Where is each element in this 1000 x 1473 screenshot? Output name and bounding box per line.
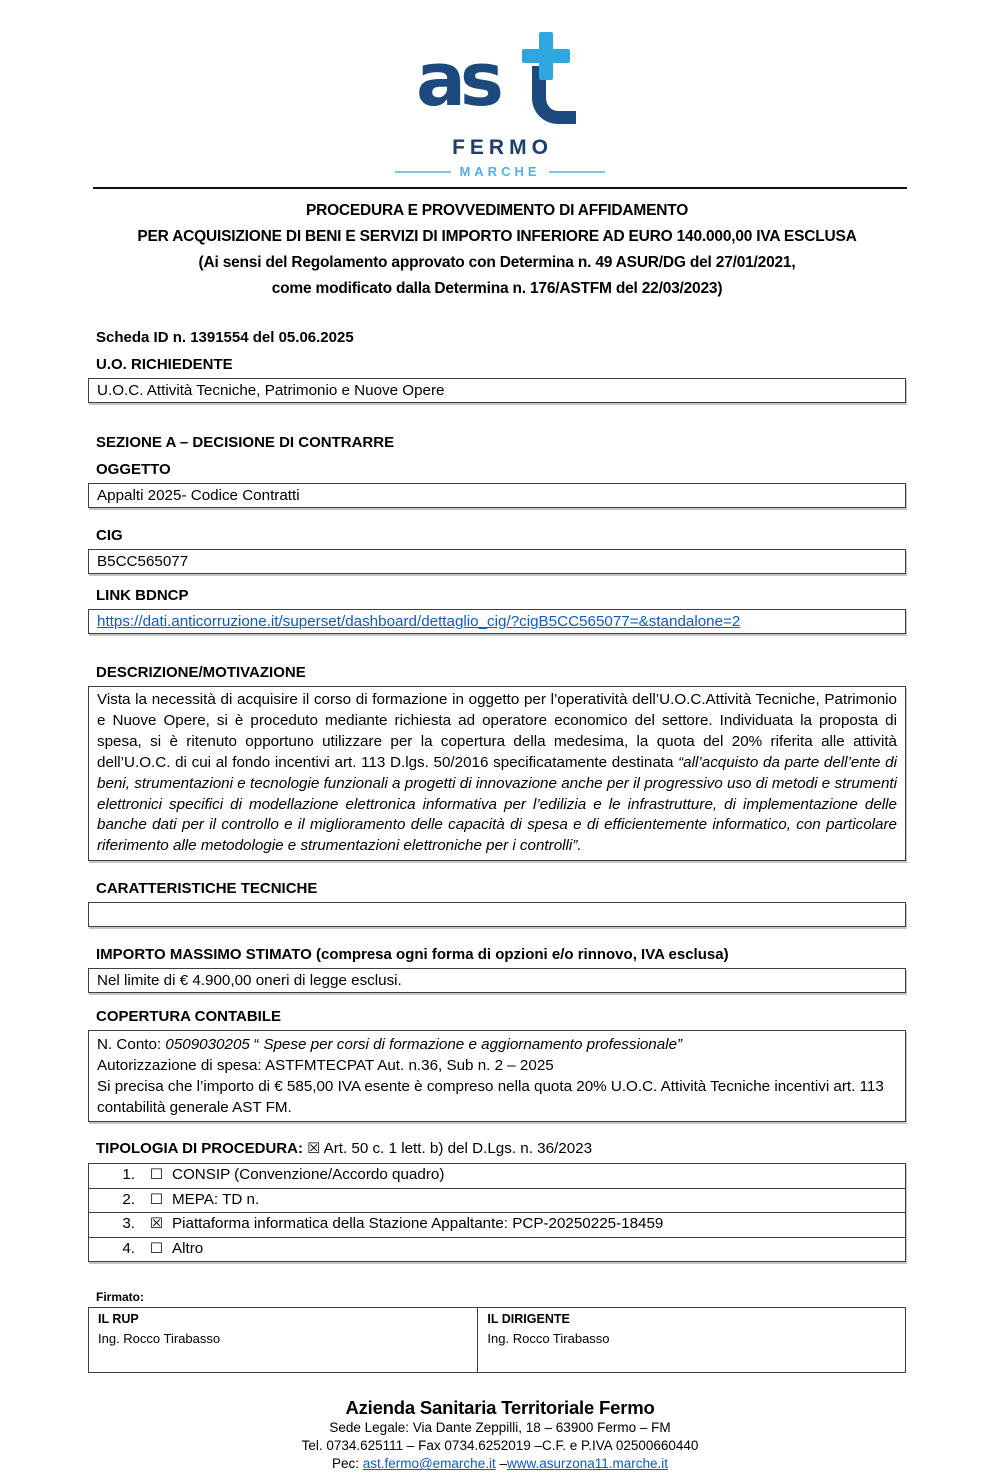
cig-value: B5CC565077 bbox=[97, 553, 189, 570]
header-divider-line bbox=[93, 187, 907, 189]
option-number: 1. bbox=[122, 1166, 135, 1184]
checkbox-unchecked-icon: ☐ bbox=[150, 1191, 163, 1208]
conto-prefix: N. Conto: bbox=[97, 1036, 166, 1054]
dirigente-title: IL DIRIGENTE bbox=[487, 1312, 570, 1327]
ast-fermo-logo bbox=[380, 34, 620, 179]
sezione-a-heading: SEZIONE A – DECISIONE DI CONTRARRE bbox=[96, 434, 395, 451]
caratteristiche-value-box bbox=[88, 902, 906, 927]
logo-marche-text: MARCHE bbox=[459, 164, 541, 179]
logo-letters-as: as bbox=[416, 37, 498, 123]
oggetto-value: Appalti 2025- Codice Contratti bbox=[97, 487, 300, 504]
copertura-label: COPERTURA CONTABILE bbox=[96, 1008, 281, 1026]
procedure-options-table bbox=[88, 1163, 906, 1262]
importo-value: Nel limite di € 4.900,00 oneri di legge esclusi. bbox=[97, 972, 402, 990]
document-page bbox=[0, 34, 1000, 1473]
procedure-option-row bbox=[89, 1212, 905, 1237]
option-label: CONSIP (Convenzione/Accordo quadro) bbox=[172, 1166, 445, 1184]
tipologia-value: Art. 50 c. 1 lett. b) del D.Lgs. n. 36/2023 bbox=[323, 1140, 593, 1158]
oggetto-value-box bbox=[88, 483, 906, 508]
pec-separator: – bbox=[499, 1456, 507, 1472]
logo-marche-row bbox=[380, 164, 620, 179]
conto-number: 0509030205 bbox=[165, 1036, 250, 1054]
signatures-table bbox=[88, 1307, 906, 1373]
title-line-2: PER ACQUISIZIONE DI BENI E SERVIZI DI IMPORTO INFERIORE AD EURO 140.000,00 IVA ESCLUSA bbox=[137, 228, 857, 245]
option-label: Altro bbox=[172, 1239, 204, 1257]
link-bdncp-label: LINK BDNCP bbox=[96, 587, 189, 604]
caratteristiche-label: CARATTERISTICHE TECNICHE bbox=[96, 880, 318, 898]
procedure-option-row bbox=[89, 1237, 905, 1262]
website-link[interactable]: www.asurzona11.marche.it bbox=[506, 1456, 669, 1472]
copertura-line-conto bbox=[97, 1034, 897, 1055]
importo-label: IMPORTO MASSIMO STIMATO (compresa ogni forma di opzioni e/o rinnovo, IVA esclusa) bbox=[96, 946, 729, 964]
pec-email-link[interactable]: ast.fermo@emarche.it bbox=[362, 1456, 496, 1472]
rup-signature-cell bbox=[89, 1308, 477, 1372]
cig-value-box bbox=[88, 549, 906, 574]
uo-richiedente-label: U.O. RICHIEDENTE bbox=[96, 356, 233, 373]
option-label: Piattaforma informatica della Stazione Appaltante: PCP-20250225-18459 bbox=[172, 1215, 664, 1233]
procedure-option-row bbox=[89, 1188, 905, 1213]
descrizione-text-quote: “all’acquisto da parte dell’ente di beni, strumentazioni e tecnologie funzionali a progetti di innovazione anche per il progressivo uso di metodi e strumenti elettronici specifici di modellazione elettronica informativa per l’edilizia e le infrastrutture, di implementazione delle banche dati per il controllo e il miglioramento delle capacità di spesa e di efficientemente informatico, con particolare riferimento alle metodologie e strumentazioni elettroniche per i controlli”. bbox=[97, 753, 897, 855]
footer-organization: Azienda Sanitaria Territoriale Fermo bbox=[345, 1397, 655, 1419]
copertura-line-autorizzazione: Autorizzazione di spesa: ASTFMTECPAT Aut. n.36, Sub n. 2 – 2025 bbox=[97, 1057, 554, 1075]
logo-fermo-text: FERMO bbox=[452, 136, 553, 159]
conto-description: Spese per corsi di formazione e aggiornamento professionale” bbox=[263, 1036, 683, 1054]
copertura-line-precisazione: Si precisa che l’importo di € 585,00 IVA esente è compreso nella quota 20% U.O.C. Attività Tecniche incentivi art. 113 contabilità generale AST FM. bbox=[97, 1078, 884, 1117]
title-line-4: come modificato dalla Determina n. 176/ASTFM del 22/03/2023) bbox=[271, 280, 723, 297]
descrizione-text-box bbox=[88, 686, 906, 861]
footer-pec-line bbox=[0, 1455, 1000, 1473]
importo-value-box bbox=[88, 968, 906, 993]
uo-richiedente-value-box bbox=[88, 378, 906, 403]
document-title bbox=[88, 198, 906, 302]
dirigente-signature-cell bbox=[477, 1308, 905, 1372]
ast-logo-mark bbox=[410, 34, 590, 130]
tipologia-heading bbox=[88, 1140, 906, 1157]
descrizione-text-normal: Vista la necessità di acquisire il corso di formazione in oggetto per l’operatività dell’U.O.C.Attività Tecniche, Patrimonio e Nuove Opere, si è proceduto mediante richiesta ad operatore economico del settore. Individuata la proposta di spesa, si è ritenuto opportuno utilizzare per la copertura della medesima, la quota del 20% riferita alle attività dell’U.O.C. di cui al fondo incentivi art. 113 D.lgs. 50/2016 specificatamente destinata bbox=[97, 691, 897, 771]
conto-quote-open: “ bbox=[249, 1036, 264, 1054]
title-line-3: (Ai sensi del Regolamento approvato con Determina n. 49 ASUR/DG del 27/01/2021, bbox=[198, 254, 796, 271]
firmato-label: Firmato: bbox=[96, 1290, 144, 1305]
cig-label: CIG bbox=[96, 527, 123, 544]
link-bdncp-box bbox=[88, 609, 906, 634]
option-number: 2. bbox=[122, 1190, 135, 1208]
option-number: 3. bbox=[122, 1215, 135, 1233]
tipologia-label: TIPOLOGIA DI PROCEDURA: bbox=[96, 1140, 303, 1158]
checkbox-unchecked-icon: ☐ bbox=[150, 1240, 163, 1257]
footer-telephone: Tel. 0734.625111 – Fax 0734.6252019 –C.F. e P.IVA 02500660440 bbox=[301, 1438, 699, 1454]
checkbox-checked-icon: ☒ bbox=[150, 1216, 163, 1233]
uo-richiedente-value: U.O.C. Attività Tecniche, Patrimonio e Nuove Opere bbox=[97, 382, 445, 399]
marche-right-line bbox=[549, 171, 605, 173]
dirigente-name: Ing. Rocco Tirabasso bbox=[487, 1331, 610, 1347]
descrizione-label: DESCRIZIONE/MOTIVAZIONE bbox=[96, 664, 306, 681]
rup-title: IL RUP bbox=[98, 1312, 139, 1327]
scheda-id-line: Scheda ID n. 1391554 del 05.06.2025 bbox=[96, 329, 354, 346]
oggetto-label: OGGETTO bbox=[96, 461, 171, 478]
footer-address: Sede Legale: Via Dante Zeppilli, 18 – 63900 Fermo – FM bbox=[329, 1420, 671, 1436]
option-label: MEPA: TD n. bbox=[172, 1190, 260, 1208]
tipologia-checked-checkbox-icon: ☒ bbox=[307, 1141, 321, 1158]
option-number: 4. bbox=[122, 1239, 135, 1257]
checkbox-unchecked-icon: ☐ bbox=[150, 1167, 163, 1184]
page-footer bbox=[0, 1397, 1000, 1473]
title-line-1: PROCEDURA E PROVVEDIMENTO DI AFFIDAMENTO bbox=[305, 202, 689, 219]
rup-name: Ing. Rocco Tirabasso bbox=[98, 1331, 221, 1347]
procedure-option-row bbox=[89, 1164, 905, 1188]
bdncp-hyperlink[interactable]: https://dati.anticorruzione.it/superset/dashboard/dettaglio_cig/?cigB5CC565077=&standalone=2 bbox=[97, 613, 741, 630]
copertura-text-box bbox=[88, 1030, 906, 1122]
plus-cross-icon bbox=[522, 32, 570, 80]
marche-left-line bbox=[395, 171, 451, 173]
pec-label: Pec: bbox=[331, 1456, 363, 1472]
document-body bbox=[88, 187, 906, 1373]
